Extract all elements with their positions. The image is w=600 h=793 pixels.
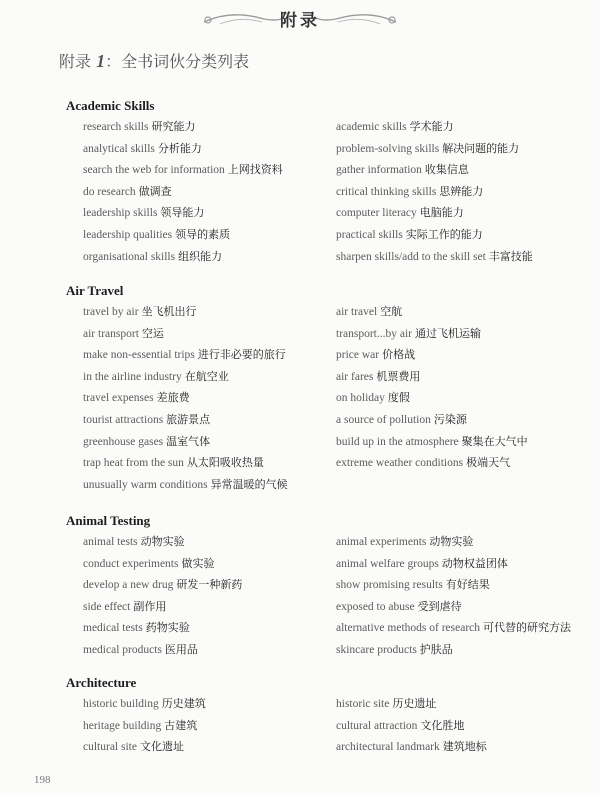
vocab-chinese: 医用品 xyxy=(164,642,198,656)
vocab-grid xyxy=(83,116,596,267)
vocab-english: leadership qualities xyxy=(83,228,173,241)
vocab-item-left xyxy=(83,452,336,474)
vocab-chinese: 动物权益团体 xyxy=(441,556,508,570)
vocab-item-left xyxy=(83,138,336,160)
vocab-english: in the airline industry xyxy=(83,370,182,383)
vocab-english: develop a new drug xyxy=(83,579,174,592)
vocab-chinese: 副作用 xyxy=(133,599,167,613)
vocab-item-left xyxy=(83,409,336,431)
vocab-item-right xyxy=(336,452,600,474)
vocab-english: price war xyxy=(336,349,380,362)
section-title: Air Travel xyxy=(66,283,124,298)
vocab-chinese: 极端天气 xyxy=(466,456,511,470)
vocab-chinese: 收集信息 xyxy=(424,163,469,177)
vocab-chinese: 坐飞机出行 xyxy=(141,305,197,318)
vocab-item-left xyxy=(83,617,336,639)
vocab-english: computer literacy xyxy=(336,207,417,220)
vocab-chinese: 古建筑 xyxy=(164,718,198,732)
vocab-english: analytical skills xyxy=(83,142,155,155)
vocab-item-right xyxy=(336,138,600,160)
vocab-item-left xyxy=(83,596,336,618)
vocab-english: critical thinking skills xyxy=(336,185,437,198)
vocab-item-left xyxy=(83,553,336,575)
vocab-english: search the web for information xyxy=(83,164,225,177)
vocab-chinese: 异常温暖的气候 xyxy=(210,477,288,491)
vocab-item-left xyxy=(83,693,336,715)
vocab-english: cultural site xyxy=(83,741,137,754)
vocab-item-left xyxy=(83,323,336,345)
vocab-chinese: 研究能力 xyxy=(151,120,196,133)
vocab-english: gather information xyxy=(336,164,422,177)
vocab-english: side effect xyxy=(83,600,131,613)
vocab-item-right xyxy=(336,116,600,138)
vocab-item-left xyxy=(83,116,336,138)
vocab-item-left xyxy=(83,736,336,758)
vocab-chinese: 领导能力 xyxy=(160,206,205,220)
vocab-item-right xyxy=(336,639,600,661)
vocab-english: organisational skills xyxy=(83,250,176,263)
vocab-chinese: 空航 xyxy=(380,305,403,318)
vocab-english: practical skills xyxy=(336,228,403,241)
vocab-chinese: 思辨能力 xyxy=(439,184,484,198)
vocab-item-left xyxy=(83,246,336,268)
vocab-item-left xyxy=(83,574,336,596)
vocab-english: leadership skills xyxy=(83,207,158,220)
appendix-number: 1 xyxy=(96,51,106,71)
vocab-english: exposed to abuse xyxy=(336,600,415,613)
vocab-item-right xyxy=(336,344,600,366)
vocab-chinese: 动物实验 xyxy=(140,535,185,548)
vocab-chinese: 聚集在大气中 xyxy=(461,434,528,448)
vocab-item-right xyxy=(336,301,600,323)
vocab-item-left xyxy=(83,344,336,366)
vocab-item-left xyxy=(83,181,336,203)
vocab-item-right xyxy=(336,409,600,431)
vocab-english: do research xyxy=(83,185,136,198)
section-air-travel xyxy=(66,281,596,495)
vocab-chinese: 价格战 xyxy=(382,348,416,362)
vocab-chinese: 药物实验 xyxy=(145,621,190,635)
vocab-grid xyxy=(83,693,596,758)
vocab-english: air transport xyxy=(83,327,139,340)
vocab-item-right xyxy=(336,159,600,181)
vocab-chinese: 在航空业 xyxy=(184,369,229,383)
vocab-item-right xyxy=(336,181,600,203)
vocab-item-right xyxy=(336,617,600,639)
vocab-item-left xyxy=(83,224,336,246)
vocab-english: medical tests xyxy=(83,622,143,635)
vocab-item-right xyxy=(336,224,600,246)
vocab-chinese: 学术能力 xyxy=(409,120,454,133)
vocab-item-left xyxy=(83,474,336,496)
vocab-english: cultural attraction xyxy=(336,719,418,732)
section-title: Animal Testing xyxy=(66,513,151,528)
vocab-item-left xyxy=(83,531,336,553)
vocab-item-left xyxy=(83,431,336,453)
vocab-english: greenhouse gases xyxy=(83,435,164,448)
vocab-english: historic building xyxy=(83,698,159,710)
vocab-chinese: 差旅费 xyxy=(156,391,190,405)
vocab-chinese: 有好结果 xyxy=(445,578,490,592)
page-number: 198 xyxy=(34,774,51,786)
vocab-chinese: 做调查 xyxy=(138,184,172,198)
vocab-english: trap heat from the sun xyxy=(83,457,184,470)
vocab-chinese: 空运 xyxy=(141,326,164,340)
vocab-item-left xyxy=(83,159,336,181)
header-title: 附录 xyxy=(280,11,320,31)
vocab-english: air travel xyxy=(336,306,378,318)
vocab-english: alternative methods of research xyxy=(336,622,481,635)
vocab-chinese: 护肤品 xyxy=(419,642,453,656)
vocab-chinese: 文化遗址 xyxy=(139,740,184,754)
vocab-chinese: 历史建筑 xyxy=(161,697,206,710)
vocab-item-right xyxy=(336,693,600,715)
appendix-prefix: 附录 xyxy=(59,52,92,71)
appendix-title xyxy=(59,49,249,72)
vocab-chinese: 动物实验 xyxy=(429,535,474,548)
vocab-chinese: 从太阳吸收热量 xyxy=(186,456,264,470)
vocab-item-left xyxy=(83,639,336,661)
vocab-item-right xyxy=(336,553,600,575)
section-title: Academic Skills xyxy=(66,98,155,113)
page-header xyxy=(0,4,600,34)
vocab-chinese: 温室气体 xyxy=(166,434,211,448)
vocab-chinese: 机票费用 xyxy=(376,369,421,383)
vocab-english: air fares xyxy=(336,370,374,383)
vocab-english: extreme weather conditions xyxy=(336,457,464,470)
vocab-chinese: 进行非必要的旅行 xyxy=(197,348,286,362)
vocab-english: heritage building xyxy=(83,719,162,732)
vocab-english: research skills xyxy=(83,121,149,133)
vocab-item-right xyxy=(336,246,600,268)
vocab-chinese: 文化胜地 xyxy=(420,718,465,732)
vocab-chinese: 建筑地标 xyxy=(442,740,487,754)
vocab-item-left xyxy=(83,366,336,388)
vocab-chinese: 实际工作的能力 xyxy=(405,227,483,241)
vocab-english: animal tests xyxy=(83,536,138,548)
vocab-english: academic skills xyxy=(336,121,407,133)
vocab-english: show promising results xyxy=(336,579,443,592)
vocab-chinese: 组织能力 xyxy=(178,249,223,263)
vocab-english: on holiday xyxy=(336,392,385,405)
vocab-grid xyxy=(83,531,596,661)
vocab-item-right xyxy=(336,474,600,496)
vocab-chinese: 分析能力 xyxy=(157,141,202,155)
section-architecture xyxy=(66,673,596,758)
vocab-item-right xyxy=(336,736,600,758)
vocab-chinese: 旅游景点 xyxy=(166,412,211,426)
section-academic-skills xyxy=(66,96,596,267)
vocab-english: make non-essential trips xyxy=(83,349,195,362)
vocab-chinese: 领导的素质 xyxy=(175,227,231,241)
vocab-english: skincare products xyxy=(336,643,417,656)
vocab-chinese: 受到虐待 xyxy=(417,599,462,613)
vocab-english: tourist attractions xyxy=(83,413,164,426)
vocab-chinese: 度假 xyxy=(387,391,410,405)
vocab-item-left xyxy=(83,387,336,409)
vocab-item-right xyxy=(336,574,600,596)
vocab-chinese: 研发一种新药 xyxy=(176,578,243,592)
vocab-english: a source of pollution xyxy=(336,413,431,426)
section-title: Architecture xyxy=(66,675,137,690)
vocab-chinese: 做实验 xyxy=(181,556,215,570)
appendix-title-text: ：全书词伙分类列表 xyxy=(105,52,250,71)
vocab-item-right xyxy=(336,531,600,553)
vocab-item-left xyxy=(83,301,336,323)
vocab-chinese: 丰富技能 xyxy=(488,249,533,263)
vocab-chinese: 可代替的研究方法 xyxy=(483,621,572,635)
vocab-english: sharpen skills/add to the skill set xyxy=(336,250,486,263)
vocab-english: unusually warm conditions xyxy=(83,478,208,491)
vocab-english: travel by air xyxy=(83,306,139,318)
vocab-item-right xyxy=(336,387,600,409)
vocab-chinese: 解决问题的能力 xyxy=(442,141,520,155)
vocab-chinese: 通过飞机运输 xyxy=(415,326,482,340)
vocab-chinese: 电脑能力 xyxy=(419,206,464,220)
vocab-item-left xyxy=(83,202,336,224)
vocab-english: architectural landmark xyxy=(336,741,440,754)
vocab-english: transport...by air xyxy=(336,327,413,340)
vocab-english: medical products xyxy=(83,643,162,656)
vocab-english: historic site xyxy=(336,698,390,710)
vocab-item-left xyxy=(83,715,336,737)
section-animal-testing xyxy=(66,511,596,661)
vocab-item-right xyxy=(336,202,600,224)
vocab-english: animal welfare groups xyxy=(336,557,439,570)
vocab-item-right xyxy=(336,431,600,453)
vocab-grid xyxy=(83,301,596,495)
vocab-english: build up in the atmosphere xyxy=(336,435,459,448)
vocab-item-right xyxy=(336,715,600,737)
vocab-chinese: 污染源 xyxy=(433,412,467,426)
vocab-english: problem-solving skills xyxy=(336,142,440,155)
vocab-english: animal experiments xyxy=(336,536,427,548)
vocab-item-right xyxy=(336,596,600,618)
vocab-item-right xyxy=(336,366,600,388)
vocab-chinese: 上网找资料 xyxy=(227,163,283,177)
vocab-item-right xyxy=(336,323,600,345)
vocab-chinese: 历史遗址 xyxy=(392,697,437,710)
vocab-english: conduct experiments xyxy=(83,557,179,570)
vocab-english: travel expenses xyxy=(83,392,154,405)
